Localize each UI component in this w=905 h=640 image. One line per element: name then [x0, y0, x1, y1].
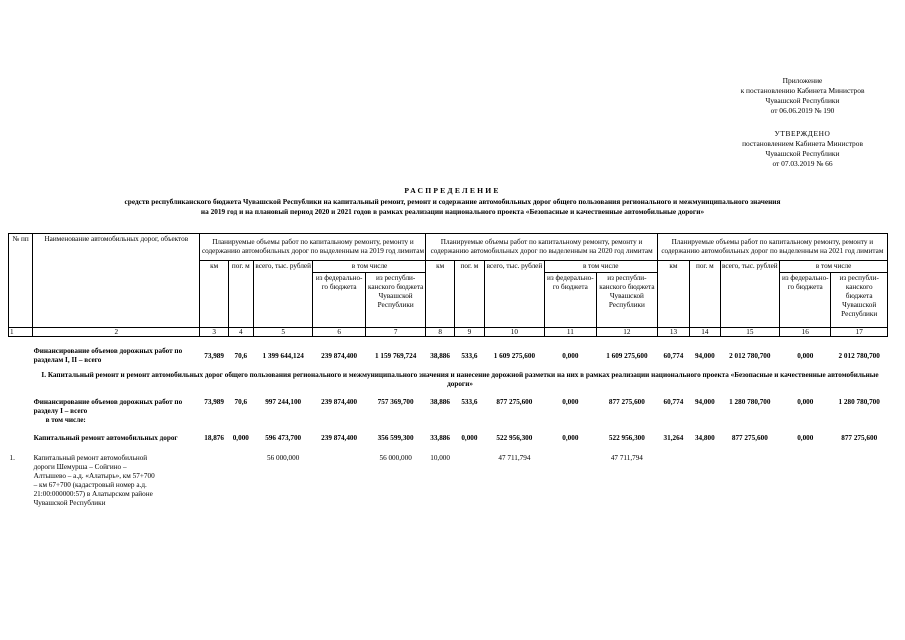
cell: 0,000	[232, 434, 249, 442]
subtitle-line-1: средств республиканского бюджета Чувашской Республики на капитальный ремонт, ремонт и содержание автомобильных дорог общего пользования регионального и межмуниципального значения	[124, 197, 781, 206]
cell: 877 275,600	[496, 398, 533, 406]
cell	[780, 444, 831, 509]
header-federal: из федерально-го бюджета	[313, 273, 365, 328]
cell: 60,774	[663, 351, 684, 360]
cell: 522 956,300	[608, 434, 645, 442]
table-row-total-section	[9, 390, 888, 426]
cell: 877 275,600	[608, 398, 645, 406]
cell	[313, 444, 365, 509]
cell: 1 399 644,124	[262, 351, 304, 360]
header-km: км	[657, 261, 689, 328]
header-pm: пог. м	[454, 261, 484, 328]
cell: 47 711,794	[498, 454, 531, 462]
cell: 47 711,794	[610, 454, 643, 462]
approved-block	[700, 129, 905, 169]
row-name	[33, 390, 200, 426]
cell: 94,000	[694, 398, 715, 406]
appendix-line: от 06.06.2019 № 190	[770, 106, 835, 115]
cell: 239 874,400	[321, 434, 358, 442]
col-number: 2	[33, 328, 200, 337]
cell: 94,000	[694, 351, 715, 360]
header-2019: Планируемые объемы работ по капитальному ремонту, ремонту и содержанию автомобильных дорог по выделенным на 2019 год лимитам	[200, 234, 426, 261]
approved-heading: УТВЕРЖДЕНО	[774, 129, 831, 138]
cell: 2 012 780,700	[729, 351, 771, 360]
cell: 73,989	[204, 398, 224, 406]
cell: 877 275,600	[841, 434, 878, 442]
header-row-1	[9, 234, 888, 261]
cell: 56 000,000	[379, 454, 412, 462]
cell: 33,886	[430, 434, 450, 442]
cell: 997 244,100	[265, 398, 302, 406]
cell: 0,000	[797, 351, 814, 360]
header-incl: в том числе	[544, 261, 657, 273]
approved-line: Чувашской Республики	[765, 149, 840, 158]
cell: 31,264	[663, 434, 684, 442]
col-number: 16	[780, 328, 831, 337]
header-no: № пп	[9, 234, 33, 328]
cell: 70,6	[234, 398, 248, 406]
approved-line: постановлением Кабинета Министров	[742, 139, 863, 148]
distribution-table	[8, 233, 888, 509]
col-number: 8	[426, 328, 454, 337]
appendix-block	[700, 76, 905, 116]
header-km: км	[200, 261, 228, 328]
cell: 877 275,600	[731, 434, 768, 442]
row-name: Капитальный ремонт автомобильной дороги Шемурша – Сойгино – Алтышево – а.д. «Алатырь», км 57+700 – км 67+700 (кадастровый номер а.д. 21:00:000000:57) в Алатырском районе Чувашской Республики	[33, 454, 155, 507]
table-row-total-all	[9, 337, 888, 367]
cell: 0,000	[562, 351, 579, 360]
col-number: 11	[544, 328, 596, 337]
header-pm: пог. м	[690, 261, 720, 328]
cell	[228, 444, 253, 509]
header-km: км	[426, 261, 454, 328]
header-total: всего, тыс. рублей	[253, 261, 313, 328]
header-federal: из федерально-го бюджета	[544, 273, 596, 328]
cell: 73,989	[204, 351, 224, 360]
col-number: 9	[454, 328, 484, 337]
col-number: 7	[365, 328, 426, 337]
col-number: 3	[200, 328, 228, 337]
cell: 18,876	[204, 434, 224, 442]
cell	[831, 444, 888, 509]
cell: 0,000	[461, 434, 478, 442]
cell: 2 012 780,700	[838, 351, 880, 360]
header-total: всего, тыс. рублей	[485, 261, 545, 328]
table-row-item-1	[9, 444, 888, 509]
row-name: Финансирование объемов дорожных работ по разделам I, II – всего	[33, 347, 183, 364]
cell: 34,800	[694, 434, 715, 442]
col-number: 1	[9, 328, 33, 337]
appendix-line: Приложение	[782, 76, 823, 85]
cell: 239 874,400	[321, 398, 358, 406]
cell: 533,6	[461, 351, 478, 360]
appendix-line: Чувашской Республики	[765, 96, 840, 105]
header-total: всего, тыс. рублей	[720, 261, 780, 328]
col-number: 13	[657, 328, 689, 337]
cell: 10,000	[430, 454, 450, 462]
row-sub-text: в том числе:	[45, 416, 86, 424]
cell	[657, 444, 689, 509]
cell	[200, 444, 228, 509]
cell: 38,886	[430, 351, 450, 360]
cell: 60,774	[663, 398, 684, 406]
cell	[690, 444, 720, 509]
col-number: 4	[228, 328, 253, 337]
col-number: 17	[831, 328, 888, 337]
document-title: РАСПРЕДЕЛЕНИЕ	[404, 186, 501, 195]
appendix-line: к постановлению Кабинета Министров	[740, 86, 865, 95]
row-name: Капитальный ремонт автомобильных дорог	[33, 434, 178, 442]
cell: 1 609 275,600	[493, 351, 536, 360]
col-number: 15	[720, 328, 780, 337]
header-republic: из республи-канского бюджета Чувашской Республики	[831, 273, 888, 328]
column-numbers-row	[9, 328, 888, 337]
cell: 356 599,300	[377, 434, 414, 442]
header-federal: из федерально-го бюджета	[780, 273, 831, 328]
header-pm: пог. м	[228, 261, 253, 328]
header-republic: из республи-канского бюджета Чувашской Республики	[597, 273, 658, 328]
cell: 1 280 780,700	[729, 398, 771, 406]
cell: 596 473,700	[265, 434, 302, 442]
approved-line: от 07.03.2019 № 66	[772, 159, 833, 168]
cell	[544, 444, 596, 509]
cell: 0,000	[562, 434, 579, 442]
cell: 757 369,700	[377, 398, 414, 406]
col-number: 10	[485, 328, 545, 337]
table-row-capital-repair	[9, 426, 888, 444]
cell: 38,886	[430, 398, 450, 406]
col-number: 6	[313, 328, 365, 337]
cell	[454, 444, 484, 509]
header-incl: в том числе	[780, 261, 888, 273]
cell: 1 159 769,724	[374, 351, 417, 360]
cell: 0,000	[797, 434, 814, 442]
cell	[720, 444, 780, 509]
cell: 533,6	[461, 398, 478, 406]
subtitle-line-2: на 2019 год и на плановый период 2020 и 2021 годов в рамках реализации национального проекта «Безопасные и качественные автомобильные дороги»	[200, 207, 705, 216]
cell: 0,000	[797, 398, 814, 406]
cell: 0,000	[562, 398, 579, 406]
cell: 56 000,000	[266, 454, 300, 462]
cell: 70,6	[234, 351, 248, 360]
document-subtitle	[60, 197, 845, 217]
col-number: 14	[690, 328, 720, 337]
row-name-text: Финансирование объемов дорожных работ по разделу I – всего	[33, 398, 183, 415]
header-republic: из республи-канского бюджета Чувашской Республики	[365, 273, 426, 328]
header-name: Наименование автомобильных дорог, объектов	[33, 234, 200, 328]
row-no: 1.	[9, 454, 15, 462]
cell: 239 874,400	[321, 351, 358, 360]
cell: 522 956,300	[496, 434, 533, 442]
cell: 1 280 780,700	[838, 398, 880, 406]
table-row-section	[9, 366, 888, 390]
col-number: 12	[597, 328, 658, 337]
header-2020: Планируемые объемы работ по капитальному ремонту, ремонту и содержанию автомобильных дорог по выделенным на 2020 год лимитам	[426, 234, 657, 261]
header-incl: в том числе	[313, 261, 426, 273]
section-heading: I. Капитальный ремонт и ремонт автомобильных дорог общего пользования регионального и межмуниципального значения и нанесение дорожной разметки на них в рамках реализации национального проекта «Безопасные и качественные автомобильные дороги»	[41, 371, 879, 388]
col-number: 5	[253, 328, 313, 337]
header-2021: Планируемые объемы работ по капитальному ремонту, ремонту и содержанию автомобильных дорог по выделенным на 2021 год лимитам	[657, 234, 887, 261]
cell: 1 609 275,600	[606, 351, 648, 360]
